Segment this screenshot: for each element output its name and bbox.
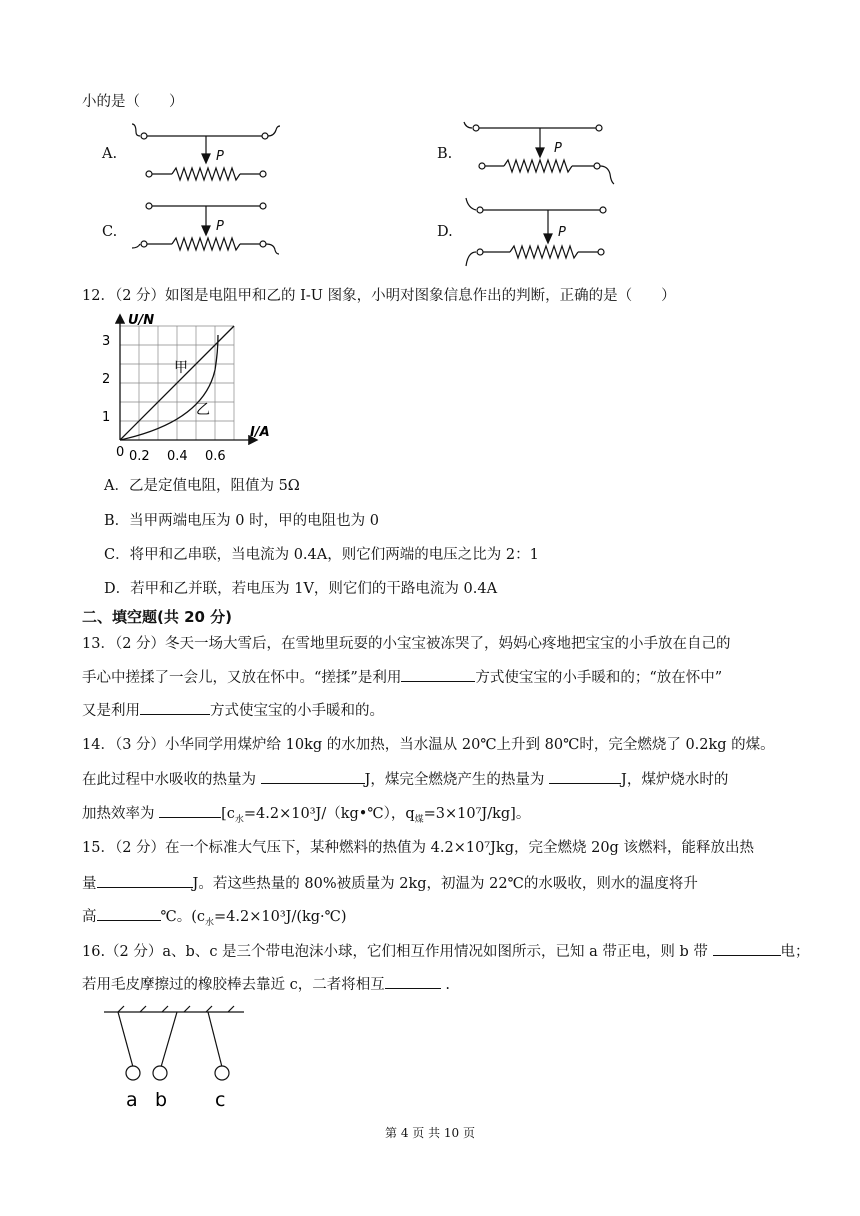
q12-ytick-3: 3 — [102, 334, 111, 349]
q14-line3-text-d: =3×10⁷J/kg]。 — [423, 806, 531, 822]
q11-option-d-label: D. — [437, 224, 453, 240]
q16-ball-c — [215, 1066, 229, 1080]
q11-b-p-label: P — [554, 141, 562, 156]
q14-line1: 14．（3 分）小华同学用煤炉给 10kg 的水加热，当水温从 20℃上升到 80℃时，完全燃烧了 0.2kg 的煤。 — [82, 737, 775, 753]
q16-charged-balls-diagram — [100, 1004, 250, 1112]
q13-blank-1[interactable] — [401, 667, 475, 682]
q12-label-yi: 乙 — [196, 402, 210, 418]
q15-line3-text-a: 高 — [82, 909, 97, 925]
section-title-fill-in: 二、填空题(共 20 分) — [82, 608, 233, 626]
q16-ball-a — [126, 1066, 140, 1080]
q15-line1: 15．（2 分）在一个标准大气压下，某种燃料的热值为 4.2×10⁷Jkg，完全燃烧 20g 该燃料，能释放出热 — [82, 840, 754, 856]
q12-ytick-1: 1 — [102, 410, 111, 425]
q11-rheostat-diagram-d — [458, 196, 638, 272]
q11-option-c-label: C. — [102, 224, 118, 240]
q14-line3-text-b: [c — [221, 806, 235, 822]
q16-thread-c — [208, 1012, 222, 1067]
q13-line2-text: 手心中搓揉了一会儿，又放在怀中。“搓揉”是利用 — [82, 670, 402, 686]
q12-curve-yi — [120, 335, 218, 440]
q12-origin: 0 — [116, 445, 125, 460]
q11-option-a-label: A. — [102, 146, 118, 162]
q11-c-p-label: P — [216, 219, 224, 234]
q12-option-b: B．当甲两端电压为 0 时，甲的电阻也为 0 — [104, 513, 379, 529]
q14-sub-coal: 煤 — [414, 814, 424, 825]
q11-rheostat-diagram-b — [458, 118, 638, 188]
q16-ball-b — [153, 1066, 167, 1080]
q14-line2 — [82, 769, 728, 790]
q14-line3-text-a: 加热效率为 — [82, 806, 155, 822]
q12-stem: 12．（2 分）如图是电阻甲和乙的 I-U 图象，小明对图象信息作出的判断，正确的是（ ） — [82, 288, 676, 304]
q11-rheostat-diagram-c — [120, 196, 300, 266]
q16-line1-text-b: 电； — [780, 944, 810, 960]
q16-line1-text-a: 16.（2 分）a、b、c 是三个带电泡沫小球，它们相互作用情况如图所示，已知 a 带正电，则 b 带 — [82, 944, 708, 960]
q14-line2-text-c: J，煤炉烧水时的 — [621, 772, 729, 788]
q16-label-c: c — [215, 1089, 226, 1111]
q16-line2-text-b: . — [445, 977, 450, 993]
q13-line3-text: 又是利用 — [82, 703, 140, 719]
q11-d-p-label: P — [558, 225, 566, 240]
q12-xtick-06: 0.6 — [205, 449, 226, 464]
q13-line2 — [82, 667, 722, 688]
q14-sub-water: 水 — [234, 814, 244, 825]
q15-line2-text-b: J。若这些热量的 80%被质量为 2kg，初温为 22℃的水吸收，则水的温度将升 — [192, 876, 698, 892]
q16-blank-2[interactable] — [385, 974, 441, 989]
q12-label-jia: 甲 — [174, 360, 188, 376]
q12-x-label: I/A — [250, 425, 270, 440]
q12-option-a: A．乙是定值电阻，阻值为 5Ω — [104, 478, 300, 494]
q15-sub-water: 水 — [205, 917, 215, 928]
q14-blank-2[interactable] — [549, 769, 621, 784]
q13-line3-text-b: 方式使宝宝的小手暖和的。 — [210, 703, 384, 719]
q15-line2 — [82, 873, 698, 894]
page-footer: 第 4 页 共 10 页 — [385, 1126, 475, 1140]
q13-line3 — [82, 700, 384, 721]
q16-thread-a — [118, 1012, 133, 1067]
q13-blank-2[interactable] — [140, 700, 210, 715]
q11-a-p-label: P — [216, 149, 224, 164]
q16-label-a: a — [126, 1089, 138, 1111]
q14-line3 — [82, 803, 530, 830]
q15-line3-text-b: ℃。(c — [160, 909, 205, 925]
q12-ytick-2: 2 — [102, 372, 111, 387]
q14-line3-text-c: =4.2×10³J/（kg•℃），q — [243, 806, 415, 822]
q16-blank-1[interactable] — [713, 941, 781, 956]
q12-xtick-04: 0.4 — [167, 449, 188, 464]
q16-line2 — [82, 974, 450, 995]
q16-thread-b — [161, 1012, 177, 1067]
q11-rheostat-diagram-a — [120, 118, 300, 188]
q12-iu-graph — [96, 310, 286, 468]
q11-option-b-label: B. — [437, 146, 453, 162]
q15-line2-text-a: 量 — [82, 876, 97, 892]
q14-line2-text-a: 在此过程中水吸收的热量为 — [82, 772, 256, 788]
q12-option-d: D．若甲和乙并联，若电压为 1V，则它们的干路电流为 0.4A — [104, 581, 498, 597]
q12-xtick-02: 0.2 — [129, 449, 150, 464]
q13-line2-text-b: 方式使宝宝的小手暖和的；“放在怀中” — [475, 670, 723, 686]
q15-line3 — [82, 906, 347, 933]
q16-line2-text-a: 若用毛皮摩擦过的橡胶棒去靠近 c，二者将相互 — [82, 977, 385, 993]
q15-line3-text-c: =4.2×10³J/(kg·℃) — [214, 909, 347, 925]
q16-line1 — [82, 941, 810, 962]
q14-blank-1[interactable] — [261, 769, 365, 784]
q16-label-b: b — [155, 1089, 168, 1111]
q14-line2-text-b: J，煤完全燃烧产生的热量为 — [364, 772, 545, 788]
q14-blank-3[interactable] — [159, 803, 221, 818]
q15-blank-1[interactable] — [97, 873, 193, 888]
q15-blank-2[interactable] — [97, 906, 161, 921]
q12-y-label: U/N — [128, 313, 155, 328]
q12-option-c: C．将甲和乙串联，当电流为 0.4A，则它们两端的电压之比为 2：1 — [104, 547, 539, 563]
q13-line1: 13．（2 分）冬天一场大雪后，在雪地里玩耍的小宝宝被冻哭了，妈妈心疼地把宝宝的小手放在自己的 — [82, 636, 731, 652]
q11-tail: 小的是（ ） — [82, 94, 184, 110]
